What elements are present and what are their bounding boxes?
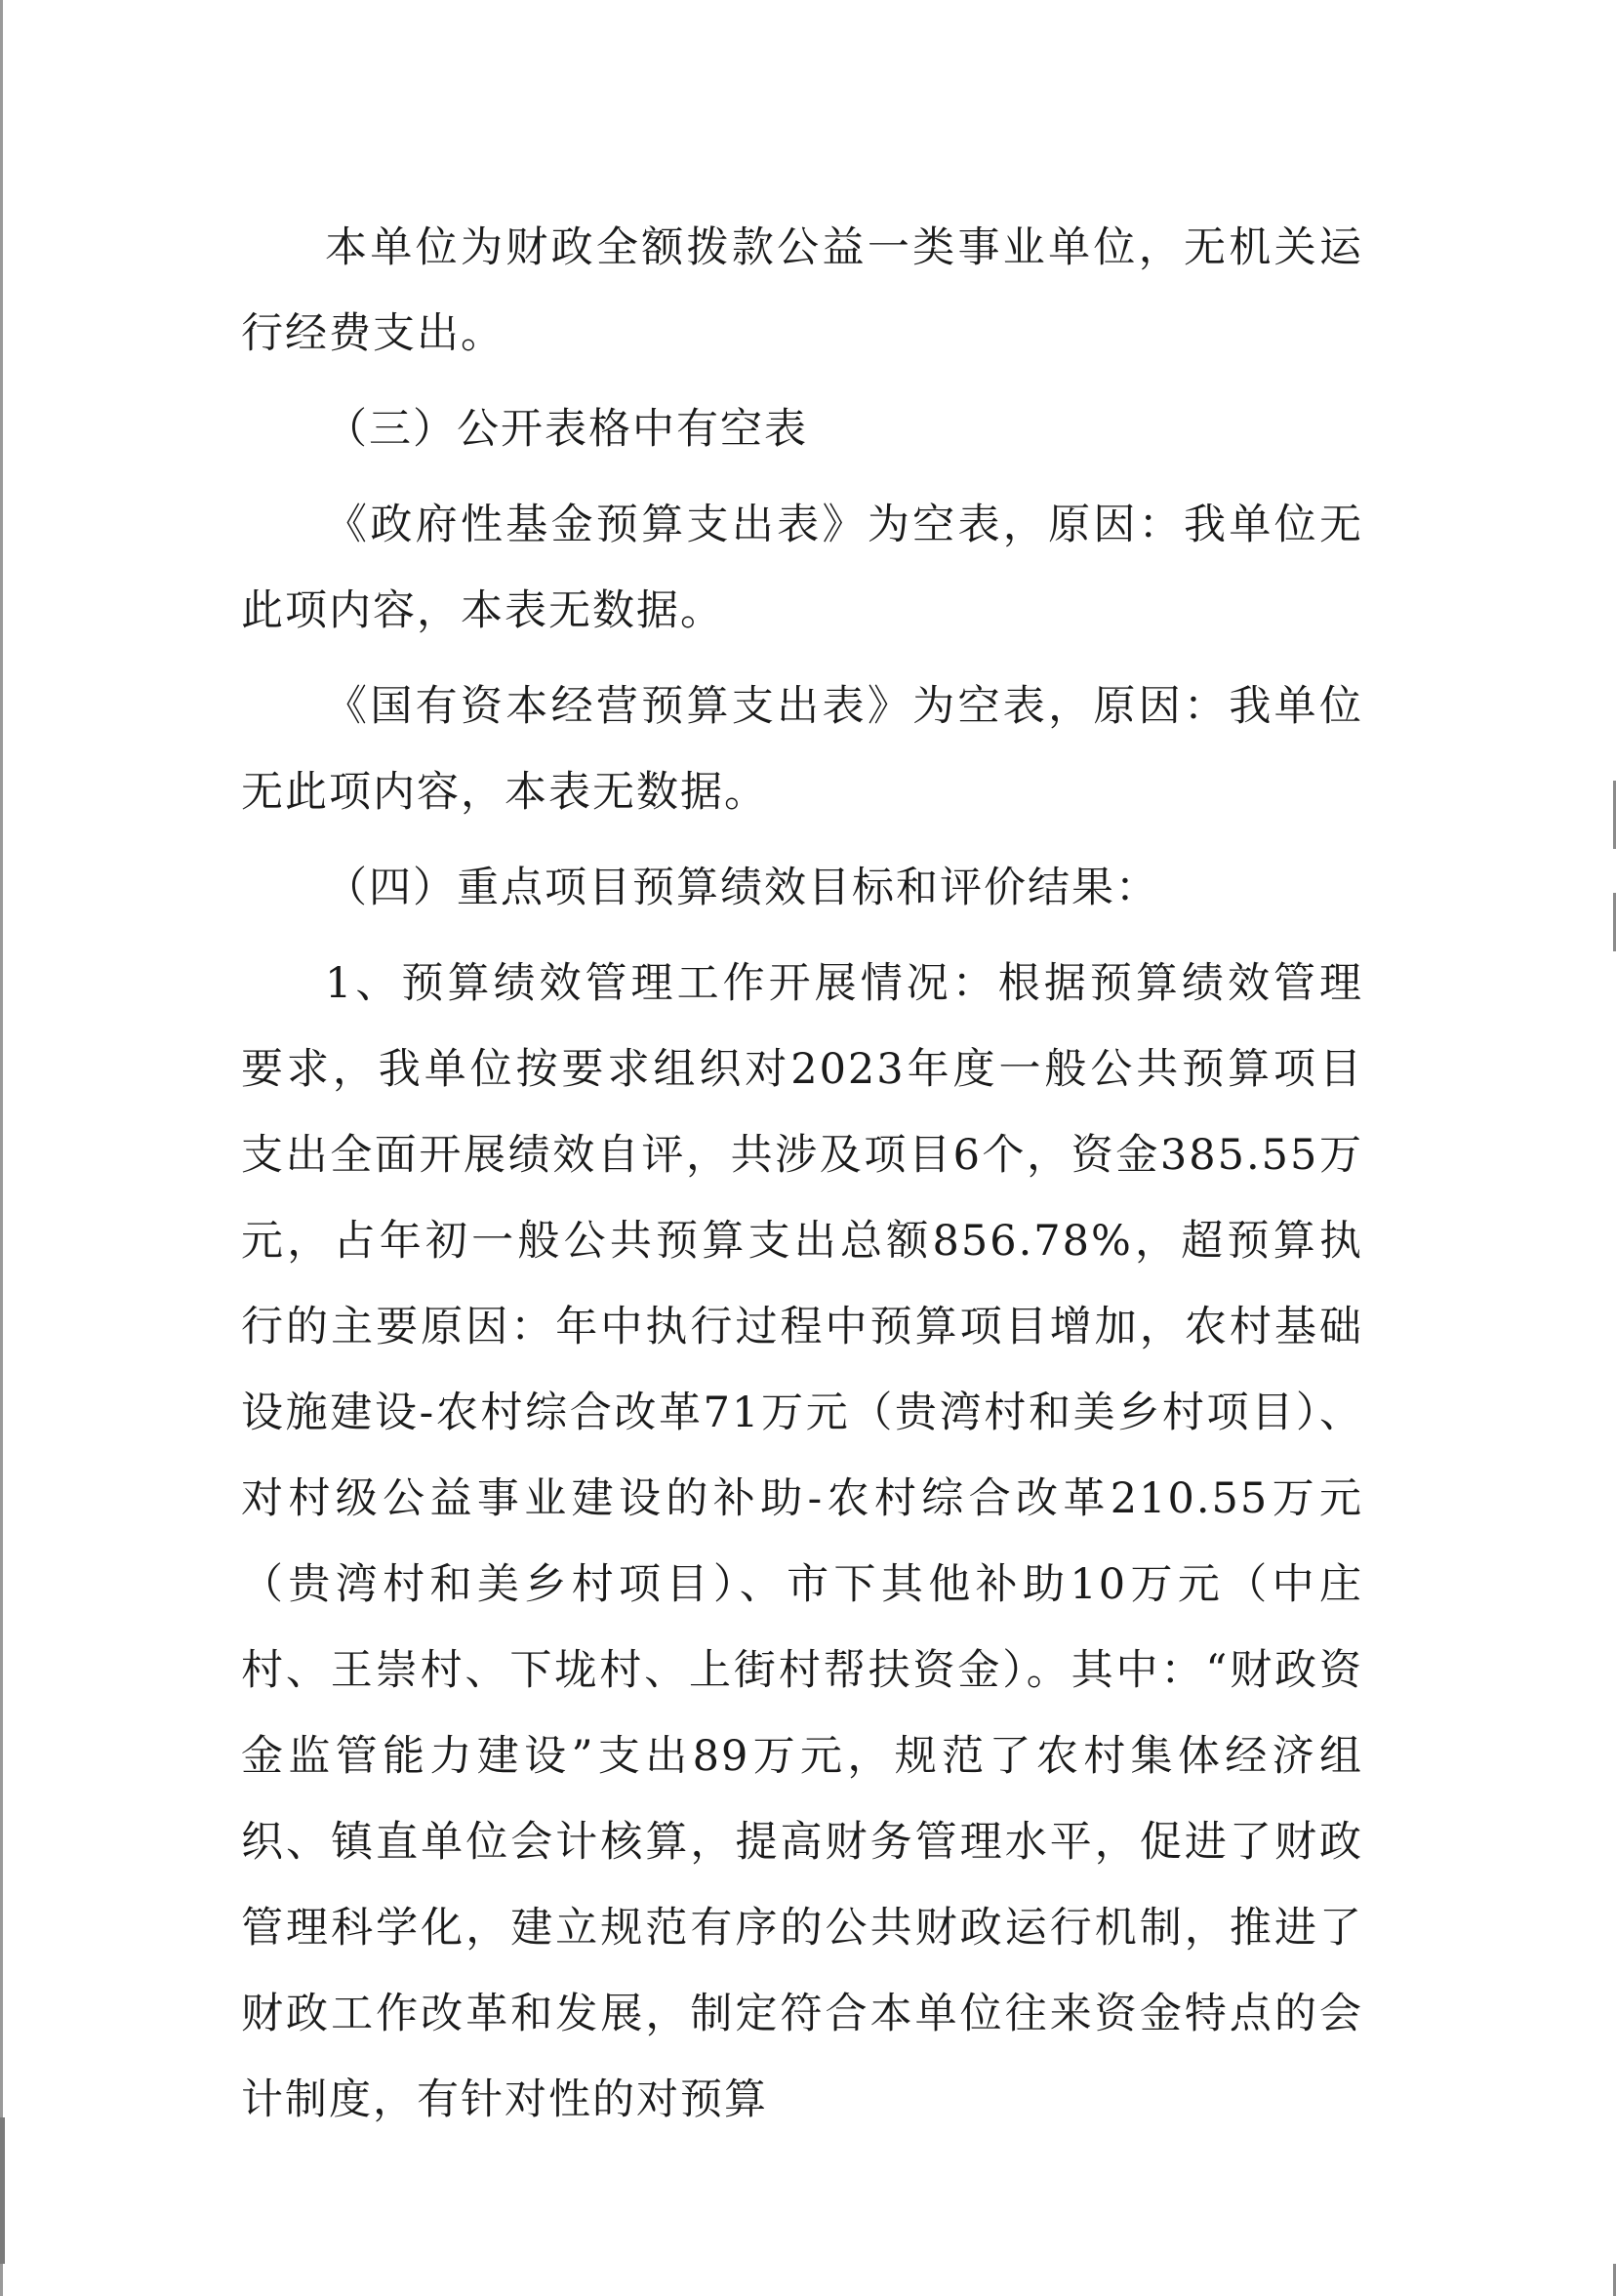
paragraph-fund-budget-table: 《政府性基金预算支出表》为空表，原因：我单位无此项内容，本表无数据。 — [241, 501, 1363, 635]
scan-mark — [0, 2117, 5, 2264]
document-body — [241, 205, 1363, 2143]
scan-page-edge — [0, 0, 3, 2296]
section-heading-performance-goals: （四）重点项目预算绩效目标和评价结果： — [325, 864, 1159, 912]
paragraph-performance-management: 1、预算绩效管理工作开展情况：根据预算绩效管理要求，我单位按要求组织对2023年度一般公共预算项目支出全面开展绩效自评，共涉及项目6个，资金385.55万元，占年初一般公共预算支出总额856.78%，超预算执行的主要原因：年中执行过程中预算项目增加，农村基础设施建设-农村综合改革71万元（贵湾村和美乡村项目）、对村级公益事业建设的补助-农村综合改革210.55万元（贵湾村和美乡村项目）、市下其他补助10万元（中庄村、王崇村、下垅村、上街村帮扶资金）。其中：“财政资金监管能力建设”支出89万元，规范了农村集体经济组织、镇直单位会计核算，提高财务管理水平，促进了财政管理科学化，建立规范有序的公共财政运行机制，推进了财政工作改革和发展，制定符合本单位往来资金特点的会计制度，有针对性的对预算 — [241, 959, 1363, 2124]
paragraph-state-capital-table: 《国有资本经营预算支出表》为空表，原因：我单位无此项内容，本表无数据。 — [241, 682, 1363, 817]
section-heading-empty-tables: （三）公开表格中有空表 — [325, 405, 808, 454]
paragraph-no-operating-expense: 本单位为财政全额拨款公益一类事业单位，无机关运行经费支出。 — [241, 223, 1363, 358]
